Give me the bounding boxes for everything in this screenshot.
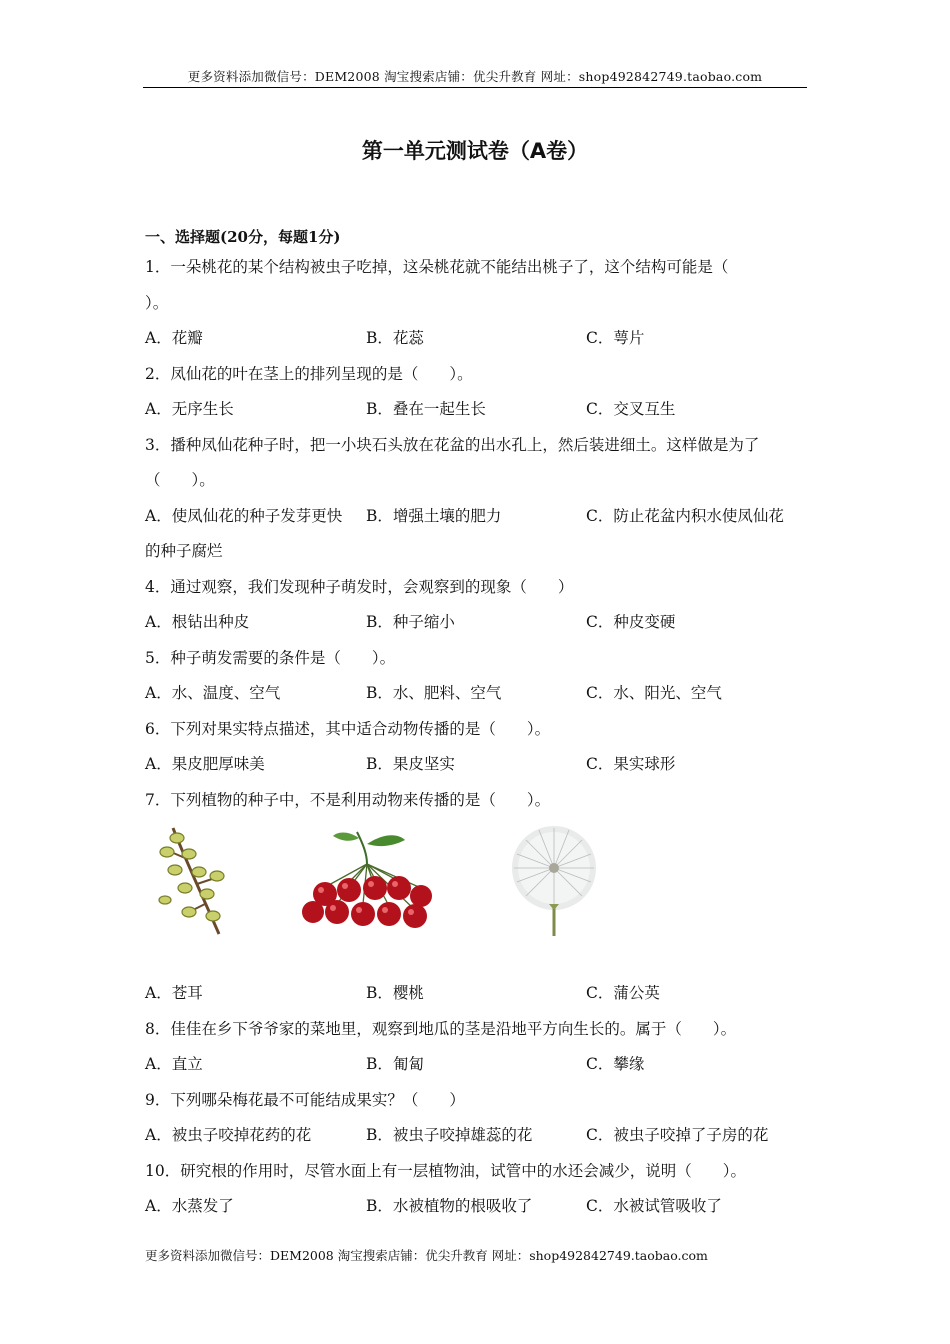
question-stem: 6．下列对果实特点描述，其中适合动物传播的是（ ）。 [145, 719, 551, 738]
option-a: A．苍耳 [145, 984, 203, 1002]
option-b: B．果皮坚实 [366, 755, 455, 773]
question-stem: 9．下列哪朵梅花最不可能结成果实？（ ） [145, 1090, 465, 1109]
option-a: A．水蒸发了 [145, 1197, 234, 1215]
question-options [145, 321, 809, 357]
option-c: C．水被试管吸收了 [586, 1197, 722, 1215]
option-b: B．花蕊 [366, 329, 424, 347]
question-stem: 10．研究根的作用时，尽管水面上有一层植物油，试管中的水还会减少，说明（ ）。 [145, 1161, 746, 1180]
question-options [145, 1189, 809, 1225]
option-c: C．萼片 [586, 329, 645, 347]
question-stem: 1．一朵桃花的某个结构被虫子吃掉，这朵桃花就不能结出桃子了，这个结构可能是（ [145, 258, 729, 276]
option-b: B．水、肥料、空气 [366, 684, 502, 702]
option-c: C．蒲公英 [586, 984, 660, 1002]
plant-figures [145, 818, 809, 976]
question-stem: 8．佳佳在乡下爷爷家的菜地里，观察到地瓜的茎是沿地平方向生长的。属于（ ）。 [145, 1019, 737, 1038]
option-a: A．根钻出种皮 [145, 613, 250, 631]
option-a: A．无序生长 [145, 400, 234, 418]
page-title: 第一单元测试卷（A卷） [361, 139, 589, 163]
option-b: B．种子缩小 [366, 613, 455, 631]
question-options [145, 747, 809, 783]
option-c: C．被虫子咬掉了子房的花 [586, 1126, 769, 1144]
option-c: C．果实球形 [586, 755, 676, 773]
option-a: A．被虫子咬掉花药的花 [145, 1126, 312, 1144]
section-title: 一、选择题(20分，每题1分) [145, 228, 341, 246]
page-header: 更多资料添加微信号：DEM2008 淘宝搜索店铺：优尖升教育 网址：shop492842749.taobao.com [187, 69, 763, 84]
exam-content [145, 224, 809, 1225]
option-c: C．防止花盆内积水使凤仙花 [586, 506, 784, 525]
header-divider [143, 87, 807, 88]
option-a: A．水、温度、空气 [145, 684, 281, 702]
option-b: B．增强土壤的肥力 [366, 506, 502, 525]
cherries-icon [297, 824, 447, 940]
question-options [145, 1118, 809, 1154]
option-c: C．水、阳光、空气 [586, 684, 722, 702]
question-options [145, 499, 809, 535]
option-c: C．交叉互生 [586, 400, 676, 418]
option-a: A．使凤仙花的种子发芽更快 [145, 506, 343, 525]
question-stem-cont: ）。 [145, 293, 169, 312]
question-options [145, 1047, 809, 1083]
cocklebur-branch-icon [145, 824, 245, 940]
option-a: A．直立 [145, 1055, 203, 1073]
question-stem-cont: （ ）。 [145, 471, 215, 489]
option-b: B．叠在一起生长 [366, 400, 486, 418]
option-c: C．种皮变硬 [586, 613, 676, 631]
option-b: B．樱桃 [366, 984, 424, 1002]
question-options [145, 605, 809, 641]
dandelion-seedhead-icon [499, 824, 609, 940]
question-stem: 2．凤仙花的叶在茎上的排列呈现的是（ ）。 [145, 364, 473, 383]
question-stem: 3．播种凤仙花种子时，把一小块石头放在花盆的出水孔上，然后装进细土。这样做是为了 [145, 435, 760, 454]
option-b: B．水被植物的根吸收了 [366, 1197, 533, 1215]
page-footer: 更多资料添加微信号：DEM2008 淘宝搜索店铺：优尖升教育 网址：shop492842749.taobao.com [145, 1248, 708, 1263]
option-b: B．被虫子咬掉雄蕊的花 [366, 1126, 533, 1144]
question-options [145, 392, 809, 428]
question-stem: 5．种子萌发需要的条件是（ ）。 [145, 648, 396, 667]
option-a: A．花瓣 [145, 329, 203, 347]
question-options [145, 976, 809, 1012]
question-stem: 4．通过观察，我们发现种子萌发时，会观察到的现象（ ） [145, 577, 574, 596]
question-options [145, 676, 809, 712]
option-a: A．果皮肥厚味美 [145, 755, 265, 773]
option-cont: 的种子腐烂 [145, 542, 223, 560]
question-stem: 7．下列植物的种子中，不是利用动物来传播的是（ ）。 [145, 790, 551, 809]
option-c: C．攀缘 [586, 1055, 645, 1073]
option-b: B．匍匐 [366, 1055, 424, 1073]
